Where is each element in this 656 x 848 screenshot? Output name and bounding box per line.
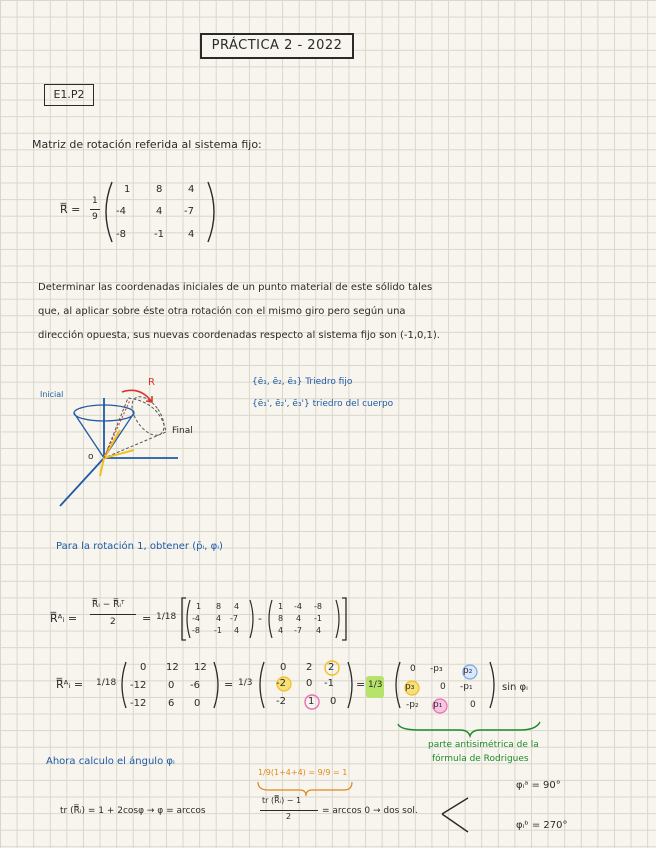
triad-fixed: {ē₁, ē₂, ē₃} Triedro fijo — [252, 377, 353, 387]
equals-sign: = — [224, 678, 234, 691]
brace-note-1: parte antisimétrica de la — [428, 740, 539, 750]
result-factor: 1/18 — [96, 678, 117, 688]
matrix-a-cell: -1 — [214, 626, 222, 635]
matrix-c-cell: -12 — [130, 680, 147, 691]
antisym-lhs: R̿ᴬᵢ = — [50, 612, 78, 625]
trace-tail: = arccos 0 → dos sol. — [322, 806, 418, 816]
statement-line-2: que, al aplicar sobre éste otra rotación con el mismo giro pero según una — [38, 306, 406, 317]
matrix-d-cell: 0 — [330, 696, 337, 707]
matrix-c-cell: 0 — [168, 680, 175, 691]
page-title: PRÁCTICA 2 - 2022 — [200, 33, 354, 59]
matrix-c-cell: -12 — [130, 698, 147, 709]
matrix-d-cell: -2 — [276, 696, 286, 707]
problem-label: E1.P2 — [44, 84, 94, 106]
matrix-a-cell: -4 — [192, 614, 200, 623]
matrix-e-cell: 0 — [470, 700, 476, 710]
antisym-frac-num: R̿ᵢ − R̿ᵢᵀ — [92, 600, 125, 610]
matrix-e-cell: p₁ — [433, 700, 443, 710]
matrix-r-cell: -1 — [154, 229, 164, 240]
matrix-a-cell: -7 — [230, 614, 238, 623]
matrix-intro-text: Matriz de rotación referida al sistema fijo: — [32, 138, 262, 151]
matrix-r-cell: -4 — [116, 206, 126, 217]
matrix-d-cell: 1 — [308, 696, 315, 707]
matrix-r-cell: 8 — [156, 184, 163, 195]
label-initial: Inicial — [40, 390, 64, 399]
matrix-a-cell: -8 — [192, 626, 200, 635]
matrix-b-cell: 4 — [316, 626, 322, 635]
equals-sign: = — [356, 678, 366, 691]
matrix-c-cell: 6 — [168, 698, 175, 709]
matrix-r-cell: -8 — [116, 229, 126, 240]
label-origin: o — [88, 452, 94, 462]
brace-note-2: fórmula de Rodrigues — [432, 754, 529, 764]
label-r: R — [148, 377, 155, 388]
matrix-c-cell: 12 — [194, 662, 207, 673]
rotation-title: Para la rotación 1, obtener (p̄ᵢ, φᵢ) — [56, 541, 223, 552]
matrix-d-cell: -2 — [276, 678, 286, 689]
factor-third: 1/3 — [238, 678, 253, 688]
matrix-e-cell: -p₁ — [460, 682, 473, 692]
matrix-d-cell: -1 — [324, 678, 334, 689]
matrix-b-cell: -1 — [314, 614, 322, 623]
trace-frac-bar — [260, 810, 318, 811]
matrix-e-cell: -p₂ — [406, 700, 419, 710]
matrix-d-cell: 2 — [306, 662, 313, 673]
matrix-r-cell: 4 — [188, 184, 195, 195]
trace-frac-den: 2 — [286, 812, 292, 821]
trace-note: 1/9(1+4+4) = 9/9 = 1 — [258, 768, 348, 777]
minus-sign: - — [258, 612, 262, 625]
antisym-frac-den: 2 — [110, 617, 116, 627]
matrix-a-cell: 8 — [216, 602, 222, 611]
matrix-a-cell: 4 — [234, 602, 240, 611]
trace-frac-num: tr (R̿ᵢ) − 1 — [262, 796, 302, 805]
antisym-factor: 1/18 — [156, 612, 177, 622]
matrix-d-cell: 2 — [328, 662, 335, 673]
trace-line: tr (R̿ᵢ) = 1 + 2cosφ → φ = arccos — [60, 806, 206, 816]
statement-line-1: Determinar las coordenadas iniciales de un punto material de este sólido tales — [38, 282, 433, 293]
matrix-c-cell: 12 — [166, 662, 179, 673]
matrix-c-cell: 0 — [194, 698, 201, 709]
matrix-r-cell: 4 — [188, 229, 195, 240]
solution-b: φᵢᵇ = 270° — [516, 820, 568, 831]
matrix-e-cell: 0 — [440, 682, 446, 692]
matrix-e-cell: p₂ — [463, 666, 473, 676]
triad-body: {ē₁', ē₂', ē₃'} triedro del cuerpo — [252, 399, 394, 409]
matrix-b-cell: -8 — [314, 602, 322, 611]
matrix-a-cell: 4 — [216, 614, 222, 623]
antisym-eq: = — [142, 612, 152, 625]
matrix-b-cell: 4 — [296, 614, 302, 623]
matrix-factor-den: 9 — [92, 212, 98, 222]
matrix-b-cell: 8 — [278, 614, 284, 623]
matrix-a-cell: 1 — [196, 602, 202, 611]
solution-a: φᵢᵃ = 90° — [516, 780, 561, 791]
matrix-a-cell: 4 — [234, 626, 240, 635]
matrix-e-cell: -p₃ — [430, 664, 443, 674]
matrix-e-cell: 0 — [410, 664, 416, 674]
result-lhs: R̿ᴬᵢ = — [56, 678, 84, 691]
matrix-e-cell: p₃ — [405, 682, 415, 692]
matrix-factor-num: 1 — [92, 196, 98, 206]
matrix-b-cell: -7 — [294, 626, 302, 635]
matrix-b-cell: -4 — [294, 602, 302, 611]
angle-line: Ahora calculo el ángulo φᵢ — [46, 756, 175, 767]
matrix-c-cell: 0 — [140, 662, 147, 673]
matrix-c-cell: -6 — [190, 680, 200, 691]
matrix-r-cell: 1 — [124, 184, 131, 195]
matrix-lhs: R̿ = — [60, 203, 81, 216]
matrix-d-cell: 0 — [306, 678, 313, 689]
statement-line-3: dirección opuesta, sus nuevas coordenadas respecto al sistema fijo son (-1,0,1). — [38, 330, 440, 341]
matrix-d-cell: 0 — [280, 662, 287, 673]
matrix-r-cell: 4 — [156, 206, 163, 217]
matrix-b-cell: 4 — [278, 626, 284, 635]
label-final: Final — [172, 426, 193, 436]
factor-third-b: 1/3 — [368, 680, 383, 690]
matrix-r-cell: -7 — [184, 206, 194, 217]
matrix-b-cell: 1 — [278, 602, 284, 611]
sin-label: sin φᵢ — [502, 682, 528, 693]
